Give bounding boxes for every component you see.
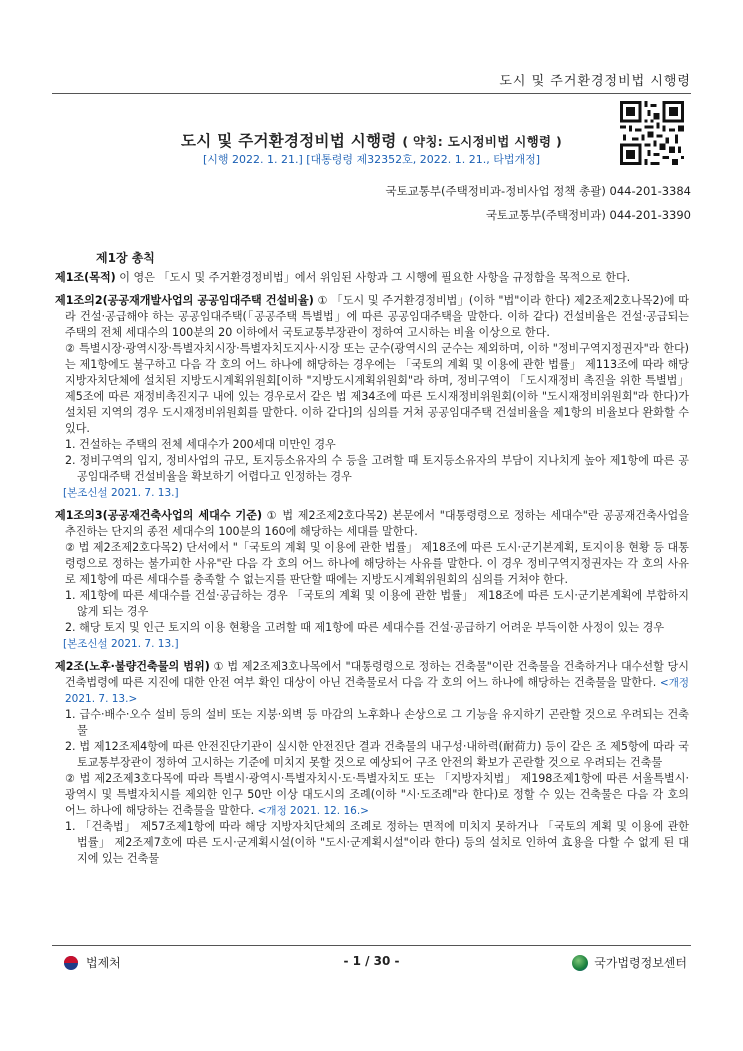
amendment-note: [본조신설 2021. 7. 13.] (63, 638, 179, 650)
amendment-note: <개정 2021. 12. 16.> (257, 805, 369, 817)
subparagraph: 1. 급수·배수·오수 설비 등의 설비 또는 지붕·외벽 등 마감의 노후화나 손상으로 그 기능을 유지하기 곤란할 것으로 우려되는 건축물 (65, 708, 689, 737)
ministry-contact-2: 국토교통부(주택정비과) 044-201-3390 (485, 208, 691, 222)
paragraph-text: ② 법 제2조제3호다목에 따라 특별시·광역시·특별자치시·도·특별자치도 또는 「지방자치법」 제198조제1항에 따른 서울특별시·광역시 및 특별자치시를 제외한 인구 50만 이상 대도시의 조례(이하 "시·도조례"라 한다)로 정할 수 있는 건축물은 다음 각 호의 어느 하나에 해당하는 건축물을 말한다. (65, 772, 689, 817)
law-abbreviation: ( 약칭: 도시정비법 시행령 ) (402, 134, 563, 149)
article-text: ① 「도시 및 주거환경정비법」(이하 "법"이라 한다) 제2조제2호나목2)에 따라 건설·공급해야 하는 공공임대주택(「공공주택 특별법」에 따른 공공임대주택을 말한다. 이하 같다) 건설비율은 건설·공급되는 주택의 전체 세대수의 100분의 20 이하에서 국토교통부장관이 정하여 고시하는 비율 이상으로 한다. (65, 294, 690, 339)
article-heading: 제1조(목적) (55, 271, 116, 284)
subparagraph: 1. 「건축법」 제57조제1항에 따라 해당 지방자치단체의 조례로 정하는 면적에 미치지 못하거나 「국토의 계획 및 이용에 관한 법률」 제2조제7호에 따른 도시·군계획시설(이하 "도시·군계획시설"이라 한다) 등의 설치로 인하여 효용을 다할 수 없게 된 대지에 있는 건축물 (65, 820, 689, 865)
page-number: - 1 / 30 - (343, 954, 400, 968)
ministry-contact-1: 국토교통부(주택정비과-정비사업 정책 총괄) 044-201-3384 (385, 184, 691, 198)
law-title-text: 도시 및 주거환경정비법 시행령 (180, 132, 397, 150)
running-header: 도시 및 주거환경정비법 시행령 (499, 74, 691, 89)
chapter-heading: 제1장 총칙 (96, 251, 155, 265)
subparagraph: 2. 해당 토지 및 인근 토지의 이용 현황을 고려할 때 제1항에 따른 세대수를 건설·공급하기 어려운 부득이한 사정이 있는 경우 (65, 621, 665, 634)
article-2 (55, 659, 689, 707)
law-body (55, 270, 689, 867)
amendment-note: [본조신설 2021. 7. 13.] (63, 487, 179, 499)
article-text: ① 법 제2조제3호나목에서 "대통령령으로 정하는 건축물"이란 건축물을 건축하거나 대수선할 당시 건축법령에 따른 지진에 대한 안전 여부 확인 대상이 아닌 건축물로서 다음 각 호의 어느 하나에 해당하는 건축물을 말한다. (65, 660, 689, 689)
footer-divider (52, 945, 691, 946)
globe-logo-icon (572, 955, 588, 971)
law-title (0, 129, 743, 151)
paragraph: ② 법 제2조제2호다목2) 단서에서 "「국토의 계획 및 이용에 관한 법률」 제18조에 따른 도시·군기본계획, 토지이용 현황 등 대통령령으로 정하는 불가피한 사유"란 다음 각 호의 어느 하나에 해당하는 사유를 말한다. 이 경우 정비구역지정권자는 각 호의 사유로 제1항에 따른 세대수를 충족할 수 없는지를 판단할 때에는 지방도시계획위원회의 심의를 거쳐야 한다. (65, 541, 689, 586)
subparagraph: 2. 정비구역의 입지, 정비사업의 규모, 토지등소유자의 수 등을 고려할 때 토지등소유자의 부담이 지나치게 높아 제1항에 따른 공공임대주택 건설비율을 확보하기 어렵다고 인정하는 경우 (65, 454, 689, 483)
article-heading: 제2조(노후·불량건축물의 범위) (55, 660, 210, 673)
footer-right (572, 954, 687, 971)
footer-right-label: 국가법령정보센터 (594, 956, 687, 970)
article-text: ① 법 제2조제2호다목2) 본문에서 "대통령령으로 정하는 세대수"란 공공재건축사업을 추진하는 단지의 종전 세대수의 100분의 160에 해당하는 세대를 말한다. (65, 509, 689, 538)
article-heading: 제1조의3(공공재건축사업의 세대수 기준) (55, 509, 263, 522)
article-1-3 (55, 508, 689, 540)
paragraph (55, 771, 689, 819)
header-divider (52, 93, 691, 94)
article-1-2 (55, 293, 689, 341)
article-heading: 제1조의2(공공재개발사업의 공공임대주택 건설비율) (55, 294, 314, 307)
subparagraph: 1. 건설하는 주택의 전체 세대수가 200세대 미만인 경우 (65, 438, 336, 451)
article-1 (55, 270, 689, 286)
law-enforcement-info: [시행 2022. 1. 21.] [대통령령 제32352호, 2022. 1. 21., 타법개정] (202, 153, 541, 166)
subparagraph: 2. 법 제12조제4항에 따른 안전진단기관이 실시한 안전진단 결과 건축물의 내구성·내하력(耐荷力) 등이 같은 조 제5항에 따라 국토교통부장관이 정하여 고시하는 기준에 미치지 못할 것으로 예상되어 구조 안전의 확보가 곤란할 것으로 우려되는 건축물 (65, 740, 689, 769)
paragraph: ② 특별시장·광역시장·특별자치시장·특별자치도지사·시장 또는 군수(광역시의 군수는 제외하며, 이하 "정비구역지정권자"라 한다)는 제1항에도 불구하고 다음 각 호의 어느 하나에 해당하는 경우에는 「국토의 계획 및 이용에 관한 법률」 제113조에 따라 해당 지방자치단체에 설치된 지방도시계획위원회[이하 "지방도시계획위원회"라 하며, 정비구역이 「도시재정비 촉진을 위한 특별법」 제5조에 따른 재정비촉진지구 내에 있는 경우로서 같은 법 제34조에 따른 도시재정비위원회(이하 "도시재정비위원회"라 한다)가 설치된 지역의 경우 도시재정비위원회를 말한다. 이하 같다]의 심의를 거쳐 공공임대주택 건설비율을 제1항의 비율보다 완화할 수 있다. (65, 342, 689, 435)
amendment-note: <개정 2021. 7. 13.> (65, 677, 689, 705)
subparagraph: 1. 제1항에 따른 세대수를 건설·공급하는 경우 「국토의 계획 및 이용에 관한 법률」 제18조에 따른 도시·군기본계획에 부합하지 않게 되는 경우 (65, 589, 689, 618)
footer-left-label: 법제처 (86, 956, 121, 970)
article-text: 이 영은 「도시 및 주거환경정비법」에서 위임된 사항과 그 시행에 필요한 사항을 규정함을 목적으로 한다. (115, 271, 631, 284)
